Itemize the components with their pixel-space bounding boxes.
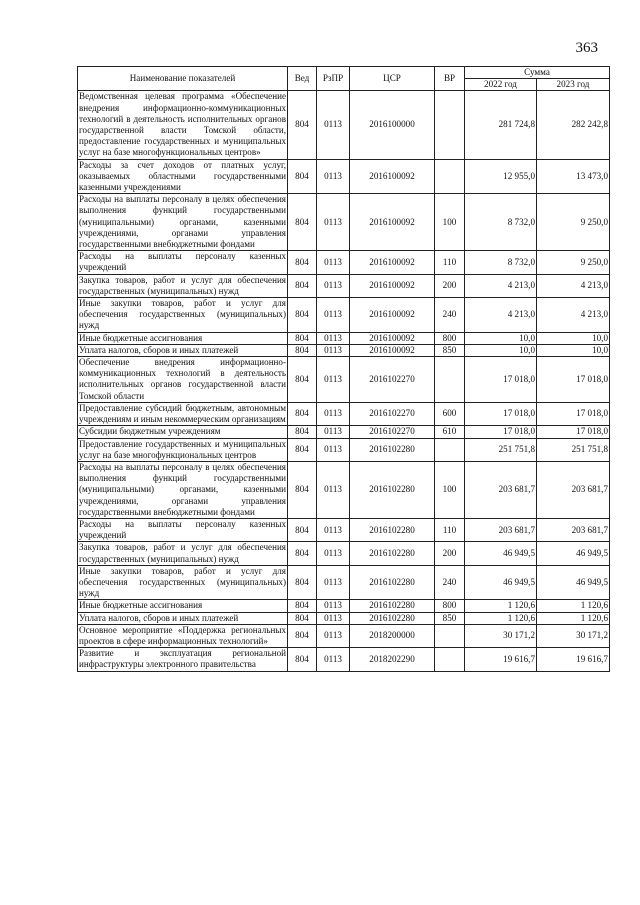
cell-name: Расходы на выплаты персоналу казенных учреждений [79, 518, 286, 541]
cell-csr: 2016100000 [350, 91, 435, 159]
cell-sum-2023: 9 250,0 [537, 251, 610, 274]
cell-sum-2023: 46 949,5 [537, 542, 610, 565]
cell-csr: 2016100092 [350, 159, 435, 194]
cell-name: Расходы за счет доходов от платных услуг, оказываемых областными государственными казенными учреждениями [79, 159, 286, 193]
cell-csr: 2016100092 [350, 344, 435, 356]
table-row [78, 357, 610, 403]
cell-ved: 804 [288, 332, 317, 344]
cell-ved: 804 [288, 542, 317, 565]
cell-name: Закупка товаров, работ и услуг для обеспечения государственных (муниципальных) нужд [79, 274, 286, 296]
cell-ved: 804 [288, 648, 317, 671]
cell-name: Развитие и эксплуатация региональной инфраструктуры электронного правительства [79, 648, 286, 670]
table-row [78, 159, 610, 194]
header-year-2022: 2022 год [465, 79, 537, 91]
cell-ved: 804 [288, 194, 317, 251]
cell-sum-2023: 30 171,2 [537, 624, 610, 647]
cell-csr: 2016102280 [350, 600, 435, 612]
cell-sum-2023: 1 120,6 [537, 600, 610, 612]
cell-sum-2022: 10,0 [465, 332, 537, 344]
cell-sum-2023: 1 120,6 [537, 612, 610, 624]
cell-csr: 2016102270 [350, 357, 435, 403]
header-csr: ЦСР [350, 67, 435, 91]
cell-ved: 804 [288, 274, 317, 297]
cell-sum-2022: 17 018,0 [465, 402, 537, 425]
cell-name: Уплата налогов, сборов и иных платежей [78, 344, 288, 356]
cell-name: Предоставление государственных и муниципальных услуг на базе многофункциональных центров [79, 438, 286, 460]
cell-sum-2023: 4 213,0 [537, 274, 610, 297]
cell-name: Основное мероприятие «Поддержка региональных проектов в сфере информационных технологий» [79, 624, 286, 646]
cell-rzpr: 0113 [317, 332, 350, 344]
cell-sum-2023: 46 949,5 [537, 565, 610, 600]
budget-table [77, 66, 610, 672]
cell-vr [435, 438, 465, 461]
cell-name: Расходы на выплаты персоналу в целях обеспечения выполнения функций государственными (муниципальными) органами, казенными учреждениями, органами управления государственными внебюджетными фондами [79, 194, 286, 250]
cell-name: Обеспечение внедрения информационно-коммуникационных технологий в деятельность исполнительных органов государственной власти Томской области [79, 357, 286, 401]
cell-vr: 200 [435, 542, 465, 565]
cell-vr [435, 357, 465, 403]
table-row [78, 542, 610, 565]
cell-sum-2022: 281 724,8 [465, 91, 537, 159]
cell-vr [435, 624, 465, 647]
cell-rzpr: 0113 [317, 402, 350, 425]
cell-name: Субсидии бюджетным учреждениям [78, 426, 288, 438]
header-ved: Вед [288, 67, 317, 91]
cell-sum-2023: 203 681,7 [537, 518, 610, 541]
cell-vr [435, 648, 465, 671]
cell-rzpr: 0113 [317, 648, 350, 671]
cell-sum-2023: 10,0 [537, 344, 610, 356]
table-row [78, 624, 610, 647]
cell-vr: 100 [435, 461, 465, 518]
cell-sum-2023: 282 242,8 [537, 91, 610, 159]
cell-ved: 804 [288, 624, 317, 647]
cell-name: Иные бюджетные ассигнования [78, 600, 288, 612]
cell-rzpr: 0113 [317, 298, 350, 333]
cell-ved: 804 [288, 344, 317, 356]
cell-csr: 2018202290 [350, 648, 435, 671]
cell-csr: 2016102280 [350, 565, 435, 600]
cell-rzpr: 0113 [317, 542, 350, 565]
table-row [78, 612, 610, 624]
cell-sum-2022: 19 616,7 [465, 648, 537, 671]
cell-sum-2022: 46 949,5 [465, 565, 537, 600]
cell-rzpr: 0113 [317, 600, 350, 612]
table-row [78, 251, 610, 274]
cell-vr: 600 [435, 402, 465, 425]
cell-name: Предоставление субсидий бюджетным, автономным учреждениям и иным некоммерческим организациям [79, 402, 286, 425]
cell-ved: 804 [288, 357, 317, 403]
cell-ved: 804 [288, 91, 317, 159]
cell-rzpr: 0113 [317, 357, 350, 403]
cell-sum-2023: 203 681,7 [537, 461, 610, 518]
cell-csr: 2016100092 [350, 274, 435, 297]
cell-vr [435, 91, 465, 159]
cell-sum-2022: 1 120,6 [465, 612, 537, 624]
cell-rzpr: 0113 [317, 251, 350, 274]
table-body [78, 91, 610, 671]
cell-rzpr: 0113 [317, 565, 350, 600]
cell-vr [435, 159, 465, 194]
cell-csr: 2016102270 [350, 426, 435, 438]
cell-csr: 2016102280 [350, 438, 435, 461]
table-row [78, 648, 610, 671]
cell-name: Уплата налогов, сборов и иных платежей [78, 612, 288, 624]
cell-ved: 804 [288, 298, 317, 333]
cell-ved: 804 [288, 251, 317, 274]
cell-sum-2022: 17 018,0 [465, 357, 537, 403]
table-row [78, 402, 610, 425]
cell-csr: 2016102280 [350, 542, 435, 565]
cell-sum-2023: 13 473,0 [537, 159, 610, 194]
cell-rzpr: 0113 [317, 194, 350, 251]
table-header [78, 67, 610, 91]
cell-rzpr: 0113 [317, 461, 350, 518]
cell-sum-2023: 4 213,0 [537, 298, 610, 333]
table-row [78, 194, 610, 251]
cell-ved: 804 [288, 402, 317, 425]
cell-ved: 804 [288, 600, 317, 612]
cell-vr: 850 [435, 344, 465, 356]
table-row [78, 518, 610, 541]
cell-csr: 2018200000 [350, 624, 435, 647]
cell-vr: 800 [435, 332, 465, 344]
cell-rzpr: 0113 [317, 438, 350, 461]
cell-sum-2022: 203 681,7 [465, 461, 537, 518]
cell-rzpr: 0113 [317, 91, 350, 159]
header-name: Наименование показателей [78, 67, 288, 91]
header-year-2023: 2023 год [537, 79, 610, 91]
cell-vr: 110 [435, 518, 465, 541]
cell-sum-2022: 251 751,8 [465, 438, 537, 461]
cell-sum-2023: 251 751,8 [537, 438, 610, 461]
table-row [78, 438, 610, 461]
cell-rzpr: 0113 [317, 159, 350, 194]
cell-name: Иные бюджетные ассигнования [78, 332, 288, 344]
cell-rzpr: 0113 [317, 624, 350, 647]
table-row [78, 298, 610, 333]
table-row [78, 461, 610, 518]
cell-rzpr: 0113 [317, 518, 350, 541]
cell-ved: 804 [288, 565, 317, 600]
cell-name: Расходы на выплаты персоналу казенных учреждений [79, 251, 286, 273]
cell-sum-2023: 10,0 [537, 332, 610, 344]
cell-sum-2022: 10,0 [465, 344, 537, 356]
cell-sum-2022: 203 681,7 [465, 518, 537, 541]
page-number: 363 [575, 40, 598, 56]
cell-csr: 2016100092 [350, 251, 435, 274]
table-row [78, 91, 610, 159]
cell-name: Ведомственная целевая программа «Обеспечение внедрения информационно-коммуникационных технологий в деятельность исполнительных органов государственной власти Томской области, предоставление государственных и муниципальных услуг на базе многофункциональных центров» [79, 91, 286, 158]
cell-name: Иные закупки товаров, работ и услуг для обеспечения государственных (муниципальных) нужд [79, 565, 286, 599]
header-vr: ВР [435, 67, 465, 91]
cell-name: Иные закупки товаров, работ и услуг для обеспечения государственных (муниципальных) нужд [79, 298, 286, 331]
cell-sum-2023: 9 250,0 [537, 194, 610, 251]
cell-rzpr: 0113 [317, 612, 350, 624]
cell-csr: 2016102280 [350, 612, 435, 624]
cell-vr: 240 [435, 565, 465, 600]
cell-sum-2023: 17 018,0 [537, 357, 610, 403]
table-row [78, 565, 610, 600]
table-row [78, 600, 610, 612]
cell-sum-2022: 30 171,2 [465, 624, 537, 647]
table-row [78, 274, 610, 297]
cell-rzpr: 0113 [317, 274, 350, 297]
cell-rzpr: 0113 [317, 344, 350, 356]
cell-vr: 610 [435, 426, 465, 438]
cell-sum-2022: 8 732,0 [465, 251, 537, 274]
cell-sum-2022: 4 213,0 [465, 274, 537, 297]
cell-ved: 804 [288, 438, 317, 461]
table-row [78, 332, 610, 344]
cell-vr: 240 [435, 298, 465, 333]
cell-csr: 2016102280 [350, 461, 435, 518]
cell-ved: 804 [288, 426, 317, 438]
cell-sum-2022: 4 213,0 [465, 298, 537, 333]
cell-name: Закупка товаров, работ и услуг для обеспечения государственных (муниципальных) нужд [79, 542, 286, 564]
cell-ved: 804 [288, 159, 317, 194]
cell-vr: 850 [435, 612, 465, 624]
cell-rzpr: 0113 [317, 426, 350, 438]
cell-ved: 804 [288, 461, 317, 518]
cell-name: Расходы на выплаты персоналу в целях обеспечения выполнения функций государственными (муниципальными) органами, казенными учреждениями, органами управления государственными внебюджетными фондами [79, 461, 286, 517]
header-sum: Сумма [465, 67, 610, 79]
cell-vr: 200 [435, 274, 465, 297]
cell-vr: 110 [435, 251, 465, 274]
cell-sum-2022: 8 732,0 [465, 194, 537, 251]
cell-csr: 2016102280 [350, 518, 435, 541]
header-rzpr: РзПР [317, 67, 350, 91]
cell-sum-2022: 1 120,6 [465, 600, 537, 612]
cell-csr: 2016100092 [350, 332, 435, 344]
table-row [78, 426, 610, 438]
cell-csr: 2016102270 [350, 402, 435, 425]
cell-sum-2022: 17 018,0 [465, 426, 537, 438]
cell-sum-2022: 12 955,0 [465, 159, 537, 194]
cell-sum-2022: 46 949,5 [465, 542, 537, 565]
cell-ved: 804 [288, 518, 317, 541]
cell-vr: 800 [435, 600, 465, 612]
table-row [78, 344, 610, 356]
cell-sum-2023: 17 018,0 [537, 402, 610, 425]
cell-sum-2023: 17 018,0 [537, 426, 610, 438]
cell-csr: 2016100092 [350, 298, 435, 333]
cell-ved: 804 [288, 612, 317, 624]
cell-csr: 2016100092 [350, 194, 435, 251]
cell-vr: 100 [435, 194, 465, 251]
cell-sum-2023: 19 616,7 [537, 648, 610, 671]
